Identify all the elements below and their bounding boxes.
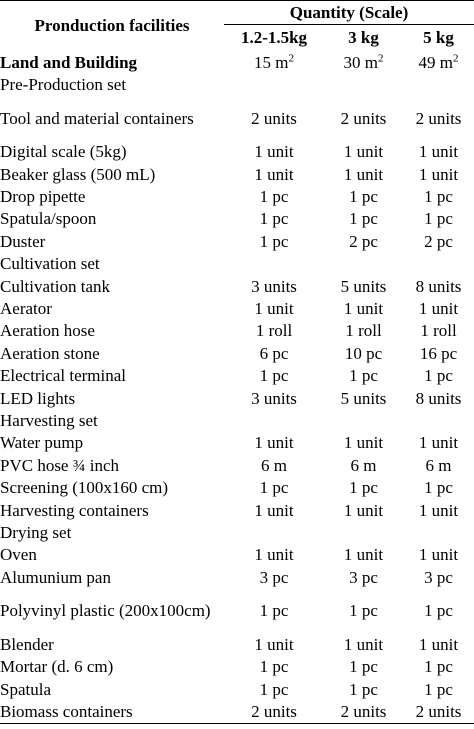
table-row [0, 589, 474, 634]
item-quantity-2: 5 units [340, 388, 387, 408]
item-quantity-3: 1 pc [424, 657, 453, 677]
item-quantity-3: 2 units [415, 108, 462, 128]
item-name: Spatula/spoon [0, 209, 97, 229]
table-row [0, 432, 474, 454]
item-quantity-1: 3 units [251, 276, 297, 296]
item-quantity-2: 1 unit [343, 545, 384, 565]
item-quantity-3: 2 units [403, 701, 474, 723]
item-quantity-1: 1 pc [259, 657, 289, 677]
item-name: Tool and material containers [0, 108, 194, 128]
item-quantity-1: 1 unit [254, 142, 294, 162]
item-quantity-1: 1 pc [259, 209, 289, 229]
item-quantity-2: 1 pc [349, 187, 378, 207]
item-name: Polyvinyl plastic (200x100cm) [0, 601, 211, 621]
item-name: Aerator [0, 299, 52, 318]
table-row [0, 455, 474, 477]
item-quantity-3: 6 m [425, 455, 452, 475]
header-quantity-scale: Quantity (Scale) [224, 1, 474, 25]
table-row [0, 231, 474, 253]
land-building-value-2: 30 $m^2$ [343, 52, 384, 72]
item-name: Screening (100x160 cm) [0, 478, 169, 498]
table-row [0, 634, 474, 656]
item-quantity-2: 1 unit [343, 634, 384, 654]
header-scale-1: 1.2-1.5kg [240, 28, 308, 48]
item-quantity-2: 1 pc [349, 209, 378, 229]
item-name: Oven [0, 545, 37, 565]
group-title: Pre-Production set [0, 75, 127, 95]
item-quantity-3: 1 roll [420, 321, 457, 341]
item-name: Biomass containers [0, 701, 224, 723]
item-quantity-3: 8 units [415, 276, 462, 296]
table-row [0, 365, 474, 387]
item-name: Water pump [0, 433, 84, 453]
table-row [0, 387, 474, 409]
item-quantity-3: 3 pc [424, 567, 453, 587]
item-quantity-3: 1 unit [418, 433, 459, 453]
land-building-row [0, 52, 474, 74]
item-quantity-2: 5 units [340, 276, 387, 296]
item-quantity-1: 1 unit [254, 545, 294, 565]
item-quantity-3: 1 unit [418, 299, 459, 318]
table-row [0, 656, 474, 678]
item-quantity-1: 1 pc [259, 679, 289, 699]
group-header-row [0, 253, 474, 275]
group-header-row [0, 74, 474, 96]
item-quantity-3: 1 pc [424, 601, 453, 621]
item-quantity-1: 6 pc [259, 343, 289, 363]
item-quantity-2: 1 unit [343, 299, 384, 318]
item-quantity-2: 1 unit [343, 433, 384, 453]
item-quantity-3: 1 pc [424, 187, 453, 207]
item-name: Drop pipette [0, 187, 86, 207]
item-quantity-2: 1 pc [349, 366, 378, 386]
item-quantity-1: 1 pc [259, 231, 289, 251]
item-quantity-1: 1 unit [254, 433, 294, 453]
table-row [0, 567, 474, 589]
item-name: Mortar (d. 6 cm) [0, 657, 114, 677]
item-name: Cultivation tank [0, 276, 111, 296]
item-quantity-1: 1 pc [259, 601, 289, 621]
item-name: Harvesting containers [0, 500, 149, 520]
item-quantity-2: 2 units [340, 108, 387, 128]
table-row [0, 275, 474, 297]
item-name: Spatula [0, 679, 51, 699]
table-row [0, 141, 474, 163]
item-quantity-2: 1 unit [343, 142, 384, 162]
item-quantity-3: 8 units [415, 388, 462, 408]
table-row [0, 320, 474, 342]
item-quantity-3: 1 unit [418, 164, 459, 184]
table-row [0, 186, 474, 208]
item-quantity-1: 1 unit [254, 634, 294, 654]
land-building-value-3: 49 $m^2$ [418, 52, 459, 72]
item-quantity-2: 3 pc [349, 567, 378, 587]
group-title: Drying set [0, 522, 72, 542]
item-quantity-2: 1 roll [345, 321, 382, 341]
item-quantity-1: 1 pc [259, 366, 289, 386]
header-scale-3: 5 kg [423, 28, 454, 48]
item-name: Alumunium pan [0, 567, 111, 587]
item-quantity-2: 1 pc [349, 679, 378, 699]
table-row [0, 298, 474, 320]
item-quantity-1: 1 roll [255, 321, 293, 341]
item-quantity-2: 1 unit [343, 164, 384, 184]
item-quantity-1: 1 unit [254, 299, 294, 318]
item-quantity-3: 1 unit [418, 500, 459, 520]
item-quantity-1: 1 pc [259, 187, 289, 207]
item-name: LED lights [0, 388, 76, 408]
table-row [0, 343, 474, 365]
item-name: Digital scale (5kg) [0, 142, 127, 162]
item-name: Blender [0, 634, 54, 654]
header-production-facilities: Pronduction facilities [34, 16, 190, 36]
item-quantity-1: 3 units [251, 388, 297, 408]
item-quantity-2: 6 m [350, 455, 377, 475]
item-quantity-2: 10 pc [344, 343, 383, 363]
group-title: Cultivation set [0, 254, 100, 274]
item-name: Aeration hose [0, 321, 95, 341]
land-building-value-1: 15 $m^2$ [254, 52, 294, 72]
table-row [0, 163, 474, 185]
item-name: Beaker glass (500 mL) [0, 164, 156, 184]
group-header-row [0, 410, 474, 432]
item-quantity-1: 1 unit [254, 164, 294, 184]
group-title: Harvesting set [0, 410, 98, 430]
table-row [0, 678, 474, 700]
item-quantity-1: 1 unit [254, 500, 294, 520]
item-quantity-2: 2 pc [349, 231, 378, 251]
item-quantity-3: 1 pc [424, 209, 453, 229]
table-row [0, 701, 474, 723]
item-name: Aeration stone [0, 343, 100, 363]
item-quantity-1: 2 units [251, 108, 297, 128]
item-name: Electrical terminal [0, 366, 127, 386]
item-quantity-3: 2 pc [424, 231, 453, 251]
item-quantity-2: 1 pc [349, 478, 378, 498]
table-row [0, 477, 474, 499]
item-quantity-2: 1 unit [343, 500, 384, 520]
table-row [0, 96, 474, 141]
item-quantity-3: 1 unit [418, 545, 459, 565]
table-body [0, 52, 474, 724]
table-row [0, 208, 474, 230]
table-row [0, 499, 474, 521]
item-quantity-3: 1 pc [424, 679, 453, 699]
item-quantity-1: 6 m [261, 455, 287, 475]
item-quantity-1: 2 units [224, 701, 324, 723]
land-building-label: Land and Building [0, 52, 138, 72]
item-quantity-2: 2 units [324, 701, 403, 723]
item-name: PVC hose ¾ inch [0, 455, 119, 475]
header-scale-2: 3 kg [348, 28, 379, 48]
item-quantity-3: 1 pc [424, 366, 453, 386]
item-quantity-3: 16 pc [419, 343, 458, 363]
item-quantity-2: 1 pc [349, 657, 378, 677]
item-quantity-3: 1 unit [418, 142, 459, 162]
item-quantity-3: 1 unit [418, 634, 459, 654]
item-quantity-1: 1 pc [259, 478, 289, 498]
item-quantity-3: 1 pc [424, 478, 453, 498]
item-quantity-1: 3 pc [259, 567, 289, 587]
group-header-row [0, 522, 474, 544]
item-name: Duster [0, 231, 46, 251]
table-row [0, 544, 474, 566]
item-quantity-2: 1 pc [349, 601, 378, 621]
